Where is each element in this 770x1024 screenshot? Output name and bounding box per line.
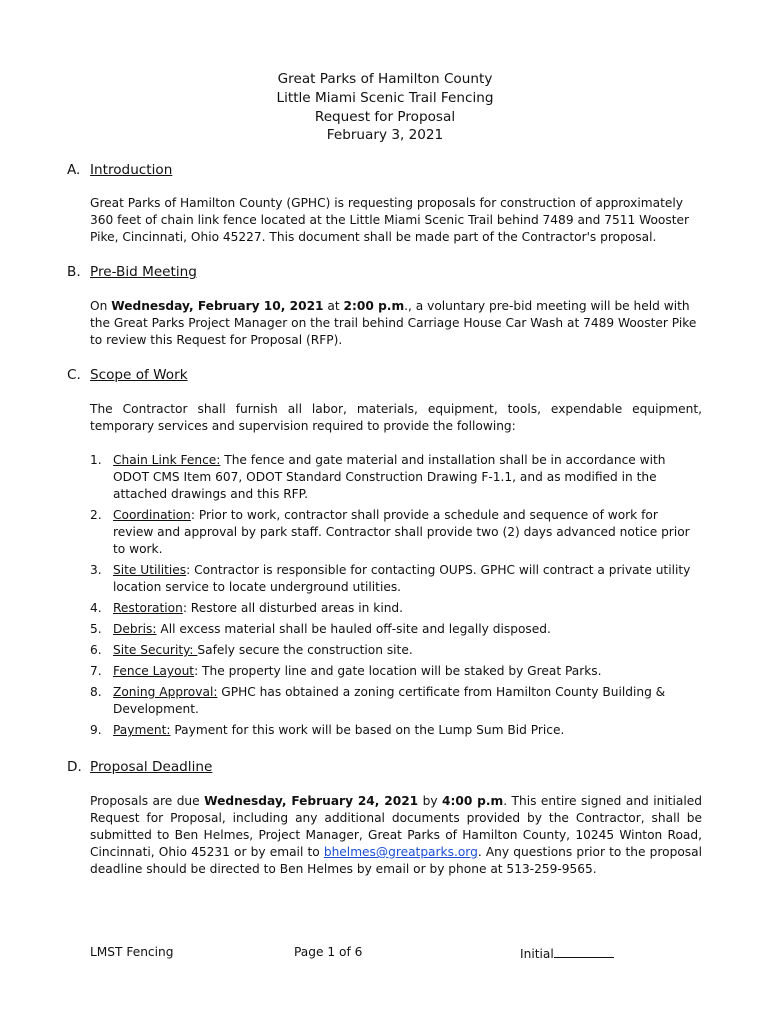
section-b-title: Pre-Bid Meeting (90, 264, 197, 280)
list-item-term: Payment: (113, 723, 171, 737)
footer-left: LMST Fencing (90, 945, 174, 959)
section-b-letter: B. (67, 264, 81, 280)
list-item-text: All excess material shall be hauled off-site and legally disposed. (156, 622, 551, 636)
list-item (90, 722, 702, 739)
section-a-body: Great Parks of Hamilton County (GPHC) is requesting proposals for construction of approximately 360 feet of chain link fence located at the Little Miami Scenic Trail behind 7489 and 7511 Wooster Pike, Cincinnati, Ohio 45227. This document shall be made part of the Contractor's proposal. (90, 196, 690, 244)
footer-page-number: Page 1 of 6 (294, 945, 363, 959)
list-item (90, 642, 702, 659)
deadline-time: 4:00 p.m (442, 794, 504, 808)
list-item-number: 8. (90, 685, 102, 699)
list-item-text: : Restore all disturbed areas in kind. (182, 601, 404, 615)
email-link[interactable]: bhelmes@greatparks.org (323, 845, 478, 859)
footer-initial (520, 945, 614, 961)
section-a-title: Introduction (90, 162, 173, 178)
list-item (90, 562, 702, 596)
list-item-term: Site Utilities (113, 563, 187, 577)
list-item-number: 4. (90, 601, 102, 615)
list-item-number: 7. (90, 664, 102, 678)
list-item-text: : Prior to work, contractor shall provide a schedule and sequence of work for review and approval by park staff. Contractor shall provide two (2) days advanced notice prior to work. (113, 508, 690, 556)
org-name: Great Parks of Hamilton County (277, 71, 493, 87)
section-c-title: Scope of Work (90, 367, 188, 383)
list-item-term: Fence Layout (113, 664, 195, 678)
list-item-text: Payment for this work will be based on the Lump Sum Bid Price. (170, 723, 565, 737)
section-d-title: Proposal Deadline (90, 759, 213, 775)
list-item-text: GPHC has obtained a zoning certificate from Hamilton County Building & Development. (113, 685, 666, 716)
document-title-block (0, 70, 770, 145)
list-item-number: 6. (90, 643, 102, 657)
list-item-term: Site Security: (113, 643, 198, 657)
list-item-term: Chain Link Fence: (113, 453, 221, 467)
list-item-number: 3. (90, 563, 102, 577)
list-item (90, 684, 702, 718)
section-b-heading (67, 264, 197, 280)
section-c-intro: The Contractor shall furnish all labor, materials, equipment, tools, expendable equipment, temporary services and supervision required to provide the following: (90, 402, 702, 433)
section-a-heading (67, 162, 172, 178)
list-item (90, 600, 702, 617)
scope-list (90, 452, 702, 743)
list-item-text: The fence and gate material and installation shall be in accordance with ODOT CMS Item 607, ODOT Standard Construction Drawing F-1.1, and as modified in the attached drawings and this RFP. (113, 453, 666, 501)
list-item (90, 663, 702, 680)
section-b-mid: at (323, 299, 344, 313)
initial-signature-line[interactable] (554, 945, 614, 958)
section-d-heading (67, 759, 212, 775)
section-b-post: ., a voluntary pre-bid meeting will be held with the Great Parks Project Manager on the trail behind Carriage House Car Wash at 7489 Wooster Pike to review this Request for Proposal (RFP). (90, 299, 697, 347)
list-item-number: 2. (90, 508, 102, 522)
project-name: Little Miami Scenic Trail Fencing (276, 89, 494, 106)
section-a-letter: A. (67, 162, 81, 178)
section-c-letter: C. (67, 367, 81, 383)
deadline-date: Wednesday, February 24, 2021 (204, 794, 419, 808)
section-d-post1: . This entire signed and initialed Request for Proposal, including any additional documents provided by the Contractor, shall be submitted to Ben Helmes, Project Manager, Great Parks of Hamilton County, 10245 Winton Road, Cincinnati, Ohio 45231 or by email to (90, 794, 702, 859)
section-b-body (90, 298, 702, 349)
list-item-number: 1. (90, 453, 102, 467)
list-item-term: Restoration (113, 601, 183, 615)
section-c-heading (67, 367, 188, 383)
list-item-text: Safely secure the construction site. (197, 643, 413, 657)
section-d-body (90, 793, 702, 878)
prebid-date: Wednesday, February 10, 2021 (111, 299, 324, 313)
prebid-time: 2:00 p.m (343, 299, 405, 313)
section-d-pre: Proposals are due (90, 794, 205, 808)
list-item-text: : Contractor is responsible for contacting OUPS. GPHC will contract a private utility location service to locate underground utilities. (113, 563, 691, 594)
section-d-letter: D. (67, 759, 82, 775)
list-item-number: 5. (90, 622, 102, 636)
list-item (90, 621, 702, 638)
section-d-mid: by (418, 794, 443, 808)
document-date: February 3, 2021 (326, 127, 444, 144)
initial-label: Initial (520, 947, 554, 961)
list-item (90, 507, 702, 558)
list-item (90, 452, 702, 503)
list-item-term: Coordination (113, 508, 191, 522)
section-b-pre: On (90, 299, 112, 313)
list-item-text: : The property line and gate location will be staked by Great Parks. (194, 664, 602, 678)
document-type: Request for Proposal (314, 108, 456, 125)
list-item-number: 9. (90, 723, 102, 737)
list-item-term: Zoning Approval: (113, 685, 218, 699)
section-d-post2: . Any questions prior to the proposal deadline should be directed to Ben Helmes by email or by phone at 513-259-9565. (90, 845, 702, 876)
list-item-term: Debris: (113, 622, 157, 636)
